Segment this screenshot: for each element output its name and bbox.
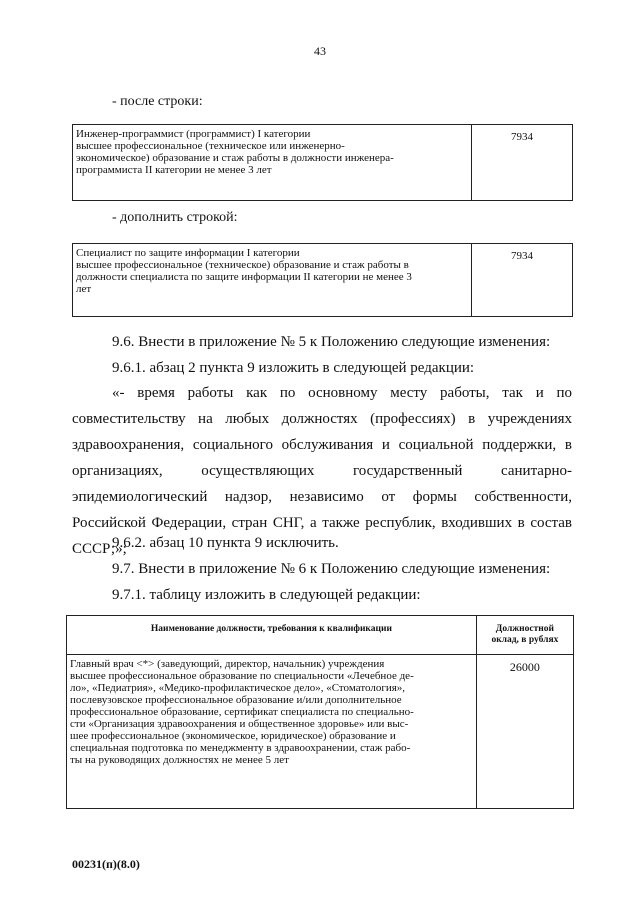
- position-line: высшее профессиональное (техническое или инженерно-: [76, 140, 345, 152]
- position-line: программиста II категории не менее 3 лет: [76, 164, 272, 176]
- table-row: [67, 655, 574, 809]
- paragraph-9-6-2: 9.6.2. абзац 10 пункта 9 исключить.: [112, 535, 339, 551]
- position-line: Инженер-программист (программист) I категории: [76, 128, 311, 140]
- salary-cell: 7934: [472, 244, 573, 317]
- position-line: специальная подготовка по менеджменту в здравоохранении, стаж рабо-: [70, 742, 411, 754]
- document-code: 00231(п)(8.0): [72, 857, 140, 871]
- position-line: ло», «Педиатрия», «Медико-профилактическое дело», «Стоматология»,: [70, 682, 406, 694]
- position-line: шее профессиональное (экономическое, юридическое) образование и: [70, 730, 396, 742]
- position-line: высшее профессиональное образование по специальности «Лечебное де-: [70, 670, 414, 682]
- header-line: Должностной: [495, 624, 554, 634]
- position-line: Главный врач <*> (заведующий, директор, начальник) учреждения: [70, 658, 385, 670]
- column-header-salary: [476, 616, 573, 655]
- position-line: Специалист по защите информации I категории: [76, 247, 300, 259]
- paragraph-9-7-1: 9.7.1. таблицу изложить в следующей редакции:: [112, 587, 421, 603]
- salary-cell: 26000: [476, 655, 573, 809]
- salary-cell: 7934: [472, 125, 573, 201]
- paragraph-9-6: 9.6. Внести в приложение № 5 к Положению следующие изменения:: [112, 334, 551, 350]
- page-number: 43: [314, 44, 326, 58]
- salary-table: [66, 615, 574, 809]
- intro-after-row: - после строки:: [112, 94, 203, 109]
- position-line: послевузовское профессиональное образование и/или дополнительное: [70, 694, 402, 706]
- position-line: экономическое) образование и стаж работы в должности инженера-: [76, 152, 394, 164]
- paragraph-9-7: 9.7. Внести в приложение № 6 к Положению следующие изменения:: [112, 561, 551, 577]
- table-row: [73, 244, 573, 317]
- intro-add-row: - дополнить строкой:: [112, 210, 238, 225]
- position-cell: [73, 244, 472, 317]
- table-added-row: [72, 243, 573, 317]
- quoted-paragraph: «- время работы как по основному месту работы, так и по совместительству на любых должностях (профессиях) в учреждениях здравоохранения, социального обслуживания и социальной поддержки, в организациях, осуществляющих государственный санитарно-эпидемиологический надзор, независимо от формы собственности, Российской Федерации, стран СНГ, а также республик, входивших в состав СССР;»;: [72, 385, 572, 557]
- table-after-row: [72, 124, 573, 201]
- position-line: профессиональное образование, сертификат специалиста по специально-: [70, 706, 414, 718]
- position-line: должности специалиста по защите информации II категории не менее 3: [76, 271, 412, 283]
- position-line: лет: [76, 283, 92, 295]
- position-line: сти «Организация здравоохранения и общественное здоровье» или выс-: [70, 718, 409, 730]
- column-header-position: Наименование должности, требования к квалификации: [67, 616, 477, 655]
- position-line: ты на руководящих должностях не менее 5 лет: [70, 754, 289, 766]
- table-header-row: [67, 616, 574, 655]
- header-line: оклад, в рублях: [491, 635, 559, 645]
- position-cell: [73, 125, 472, 201]
- position-line: высшее профессиональное (техническое) образование и стаж работы в: [76, 259, 409, 271]
- table-row: [73, 125, 573, 201]
- paragraph-9-6-1: 9.6.1. абзац 2 пункта 9 изложить в следующей редакции:: [112, 360, 475, 376]
- position-cell: [67, 655, 477, 809]
